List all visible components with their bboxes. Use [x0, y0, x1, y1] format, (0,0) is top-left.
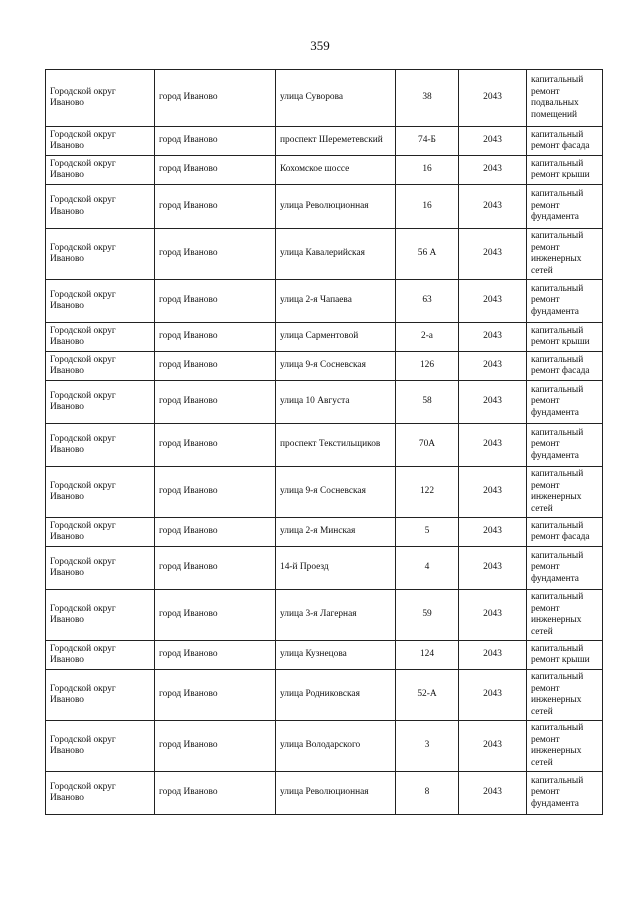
house-cell: 38 — [396, 70, 459, 127]
house-cell: 63 — [396, 280, 459, 323]
work-type-cell: капитальный ремонт фасада — [527, 352, 603, 381]
work-type-cell: капитальный ремонт инженерных сетей — [527, 721, 603, 772]
table-row — [46, 670, 603, 721]
work-type-cell: капитальный ремонт фундамента — [527, 424, 603, 467]
street-cell: проспект Шереметевский — [276, 127, 396, 156]
year-cell: 2043 — [459, 721, 527, 772]
table-row — [46, 381, 603, 424]
city-cell: город Иваново — [155, 323, 276, 352]
city-cell: город Иваново — [155, 518, 276, 547]
work-type-cell: капитальный ремонт крыши — [527, 323, 603, 352]
street-cell: улица Сарментовой — [276, 323, 396, 352]
year-cell: 2043 — [459, 229, 527, 280]
house-cell: 70А — [396, 424, 459, 467]
table-row — [46, 641, 603, 670]
street-cell: улица 9-я Сосневская — [276, 352, 396, 381]
table-row — [46, 547, 603, 590]
city-cell: город Иваново — [155, 721, 276, 772]
work-type-cell: капитальный ремонт подвальных помещений — [527, 70, 603, 127]
district-cell: Городской округ Иваново — [46, 70, 155, 127]
district-cell: Городской округ Иваново — [46, 518, 155, 547]
year-cell: 2043 — [459, 127, 527, 156]
district-cell: Городской округ Иваново — [46, 156, 155, 185]
district-cell: Городской округ Иваново — [46, 641, 155, 670]
city-cell: город Иваново — [155, 229, 276, 280]
street-cell: Кохомское шоссе — [276, 156, 396, 185]
table-row — [46, 518, 603, 547]
work-type-cell: капитальный ремонт инженерных сетей — [527, 670, 603, 721]
street-cell: улица Революционная — [276, 772, 396, 815]
work-type-cell: капитальный ремонт фундамента — [527, 280, 603, 323]
house-cell: 59 — [396, 590, 459, 641]
table-row — [46, 721, 603, 772]
city-cell: город Иваново — [155, 185, 276, 229]
year-cell: 2043 — [459, 280, 527, 323]
year-cell: 2043 — [459, 590, 527, 641]
city-cell: город Иваново — [155, 547, 276, 590]
city-cell: город Иваново — [155, 590, 276, 641]
city-cell: город Иваново — [155, 381, 276, 424]
house-cell: 8 — [396, 772, 459, 815]
city-cell: город Иваново — [155, 670, 276, 721]
table-row — [46, 229, 603, 280]
work-type-cell: капитальный ремонт инженерных сетей — [527, 590, 603, 641]
year-cell: 2043 — [459, 467, 527, 518]
repair-registry-table — [45, 69, 603, 815]
house-cell: 56 А — [396, 229, 459, 280]
city-cell: город Иваново — [155, 127, 276, 156]
house-cell: 16 — [396, 185, 459, 229]
city-cell: город Иваново — [155, 352, 276, 381]
year-cell: 2043 — [459, 156, 527, 185]
work-type-cell: капитальный ремонт фундамента — [527, 772, 603, 815]
street-cell: улица 3-я Лагерная — [276, 590, 396, 641]
district-cell: Городской округ Иваново — [46, 670, 155, 721]
year-cell: 2043 — [459, 772, 527, 815]
table-row — [46, 424, 603, 467]
house-cell: 124 — [396, 641, 459, 670]
house-cell: 52-А — [396, 670, 459, 721]
table-row — [46, 280, 603, 323]
work-type-cell: капитальный ремонт крыши — [527, 156, 603, 185]
house-cell: 4 — [396, 547, 459, 590]
table-row — [46, 352, 603, 381]
work-type-cell: капитальный ремонт крыши — [527, 641, 603, 670]
street-cell: улица Революционная — [276, 185, 396, 229]
work-type-cell: капитальный ремонт фундамента — [527, 185, 603, 229]
street-cell: улица 2-я Чапаева — [276, 280, 396, 323]
street-cell: улица Суворова — [276, 70, 396, 127]
district-cell: Городской округ Иваново — [46, 424, 155, 467]
city-cell: город Иваново — [155, 424, 276, 467]
district-cell: Городской округ Иваново — [46, 467, 155, 518]
house-cell: 74-Б — [396, 127, 459, 156]
district-cell: Городской округ Иваново — [46, 352, 155, 381]
district-cell: Городской округ Иваново — [46, 127, 155, 156]
house-cell: 16 — [396, 156, 459, 185]
street-cell: улица 2-я Минская — [276, 518, 396, 547]
work-type-cell: капитальный ремонт фасада — [527, 518, 603, 547]
year-cell: 2043 — [459, 381, 527, 424]
house-cell: 122 — [396, 467, 459, 518]
house-cell: 5 — [396, 518, 459, 547]
table-row — [46, 590, 603, 641]
work-type-cell: капитальный ремонт фундамента — [527, 547, 603, 590]
street-cell: улица Кавалерийская — [276, 229, 396, 280]
city-cell: город Иваново — [155, 156, 276, 185]
street-cell: улица 9-я Сосневская — [276, 467, 396, 518]
house-cell: 2-а — [396, 323, 459, 352]
city-cell: город Иваново — [155, 641, 276, 670]
district-cell: Городской округ Иваново — [46, 185, 155, 229]
year-cell: 2043 — [459, 424, 527, 467]
table-row — [46, 156, 603, 185]
year-cell: 2043 — [459, 323, 527, 352]
city-cell: город Иваново — [155, 70, 276, 127]
table-row — [46, 772, 603, 815]
city-cell: город Иваново — [155, 772, 276, 815]
street-cell: улица Кузнецова — [276, 641, 396, 670]
street-cell: улица Володарского — [276, 721, 396, 772]
table-row — [46, 70, 603, 127]
year-cell: 2043 — [459, 352, 527, 381]
street-cell: улица 10 Августа — [276, 381, 396, 424]
district-cell: Городской округ Иваново — [46, 772, 155, 815]
table-row — [46, 127, 603, 156]
house-cell: 3 — [396, 721, 459, 772]
district-cell: Городской округ Иваново — [46, 590, 155, 641]
year-cell: 2043 — [459, 185, 527, 229]
city-cell: город Иваново — [155, 280, 276, 323]
year-cell: 2043 — [459, 518, 527, 547]
city-cell: город Иваново — [155, 467, 276, 518]
page-number: 359 — [310, 38, 330, 53]
table-row — [46, 185, 603, 229]
table-row — [46, 323, 603, 352]
district-cell: Городской округ Иваново — [46, 381, 155, 424]
work-type-cell: капитальный ремонт инженерных сетей — [527, 229, 603, 280]
district-cell: Городской округ Иваново — [46, 280, 155, 323]
house-cell: 58 — [396, 381, 459, 424]
street-cell: 14-й Проезд — [276, 547, 396, 590]
year-cell: 2043 — [459, 670, 527, 721]
year-cell: 2043 — [459, 547, 527, 590]
house-cell: 126 — [396, 352, 459, 381]
street-cell: проспект Текстильщиков — [276, 424, 396, 467]
street-cell: улица Родниковская — [276, 670, 396, 721]
work-type-cell: капитальный ремонт инженерных сетей — [527, 467, 603, 518]
district-cell: Городской округ Иваново — [46, 547, 155, 590]
work-type-cell: капитальный ремонт фундамента — [527, 381, 603, 424]
year-cell: 2043 — [459, 641, 527, 670]
district-cell: Городской округ Иваново — [46, 323, 155, 352]
table-row — [46, 467, 603, 518]
work-type-cell: капитальный ремонт фасада — [527, 127, 603, 156]
district-cell: Городской округ Иваново — [46, 229, 155, 280]
year-cell: 2043 — [459, 70, 527, 127]
district-cell: Городской округ Иваново — [46, 721, 155, 772]
